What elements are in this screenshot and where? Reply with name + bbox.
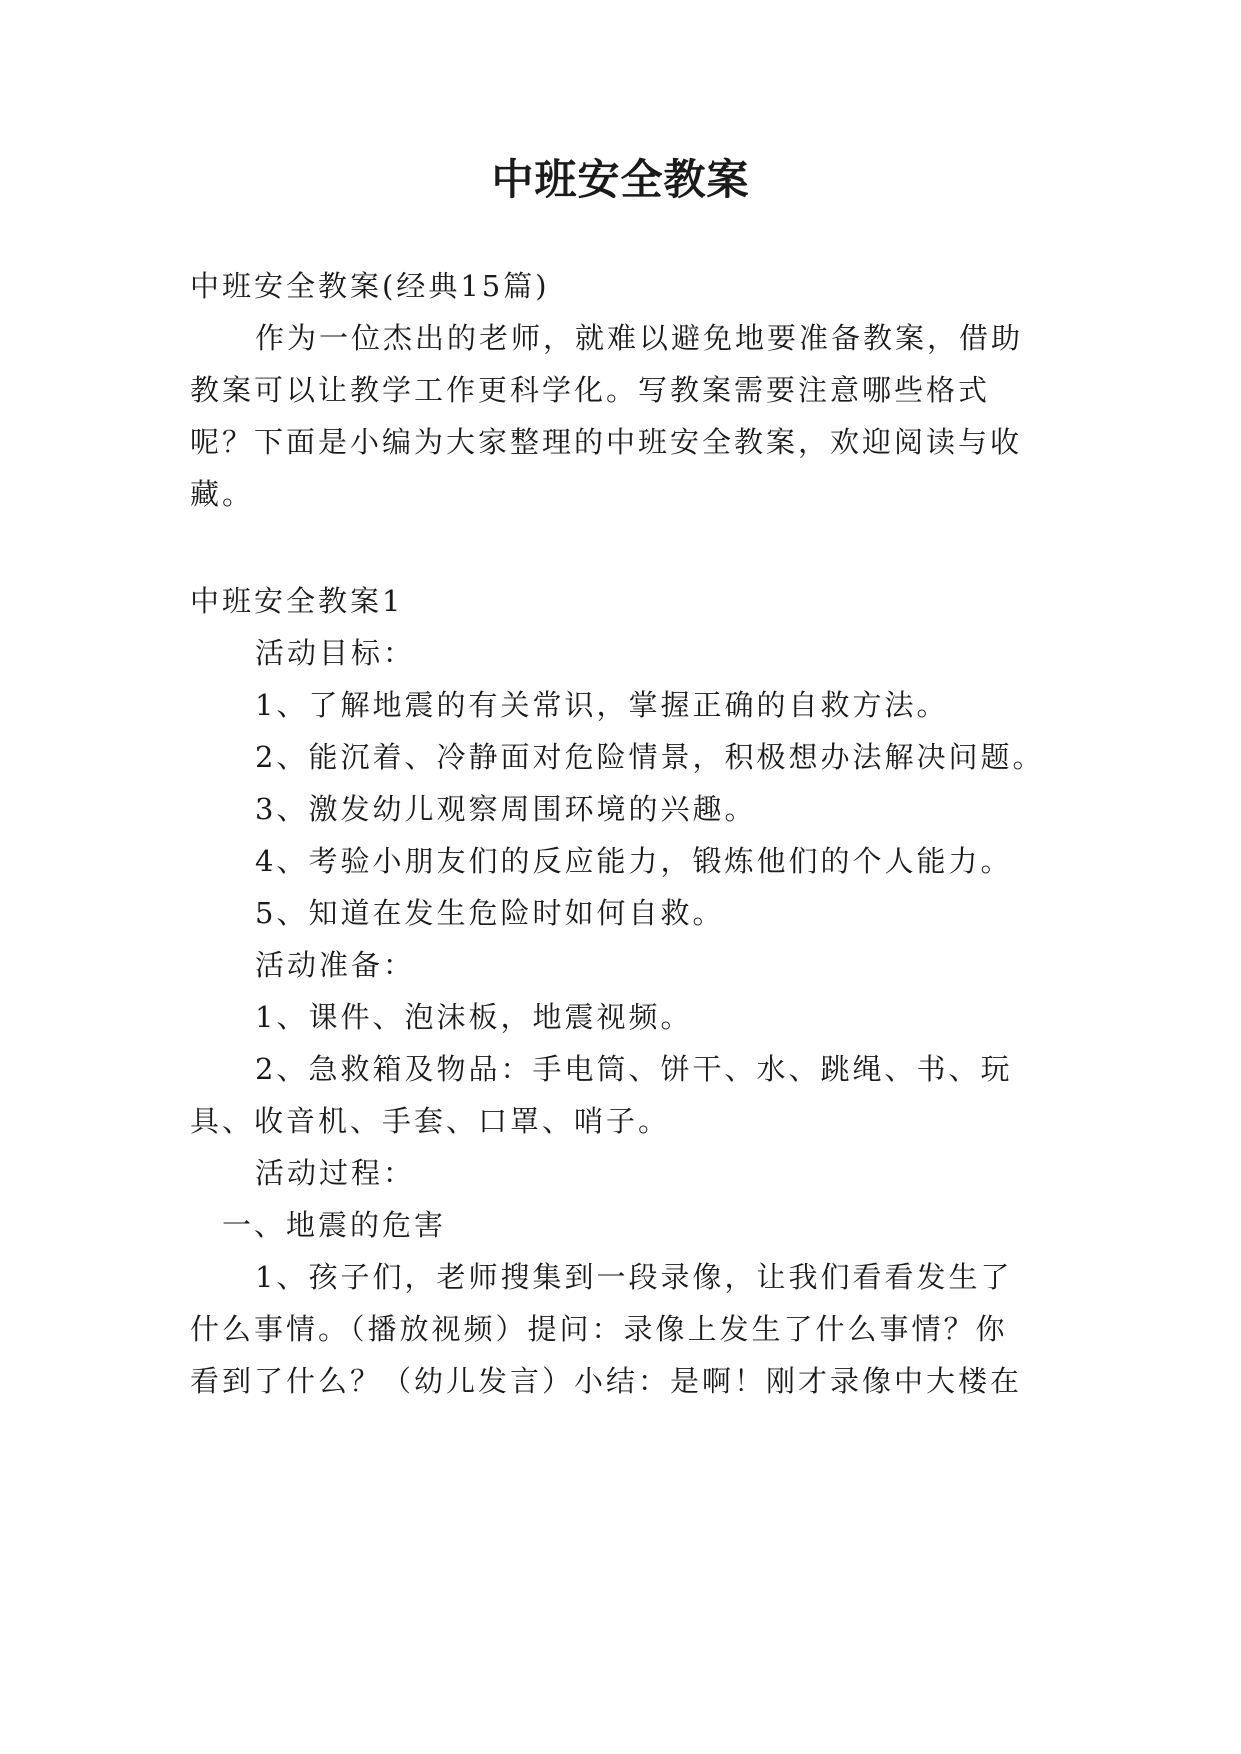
process-line: 什么事情。（播放视频）提问：录像上发生了什么事情？你 (190, 1312, 1008, 1346)
goal-item: 1、了解地震的有关常识，掌握正确的自救方法。 (255, 688, 949, 722)
goal-item: 3、激发幼儿观察周围环境的兴趣。 (255, 792, 757, 826)
intro-line: 作为一位杰出的老师，就难以避免地要准备教案，借助 (255, 321, 1024, 355)
document-subtitle: 中班安全教案(经典15篇) (190, 269, 550, 303)
process-line: 1、孩子们，老师搜集到一段录像，让我们看看发生了 (255, 1260, 1013, 1294)
section-heading: 中班安全教案1 (190, 584, 404, 618)
prep-heading: 活动准备： (255, 948, 416, 982)
intro-line: 教案可以让教学工作更科学化。写教案需要注意哪些格式 (190, 373, 991, 407)
goal-item: 2、能沉着、冷静面对危险情景，积极想办法解决问题。 (255, 740, 1045, 774)
goals-heading: 活动目标： (255, 636, 416, 670)
intro-line: 藏。 (190, 477, 255, 511)
intro-line: 呢？下面是小编为大家整理的中班安全教案，欢迎阅读与收 (190, 425, 1023, 459)
goal-item: 5、知道在发生危险时如何自救。 (255, 896, 725, 930)
prep-item: 2、急救箱及物品：手电筒、饼干、水、跳绳、书、玩 (255, 1052, 1013, 1086)
prep-item: 1、课件、泡沫板，地震视频。 (255, 1000, 693, 1034)
process-subheading: 一、地震的危害 (222, 1208, 447, 1242)
document-title: 中班安全教案 (491, 155, 750, 204)
goal-item: 4、考验小朋友们的反应能力，锻炼他们的个人能力。 (255, 844, 1013, 878)
process-line: 看到了什么？（幼儿发言）小结：是啊！刚才录像中大楼在 (190, 1364, 1023, 1398)
process-heading: 活动过程： (255, 1156, 416, 1190)
prep-item: 具、收音机、手套、口罩、哨子。 (190, 1104, 671, 1138)
